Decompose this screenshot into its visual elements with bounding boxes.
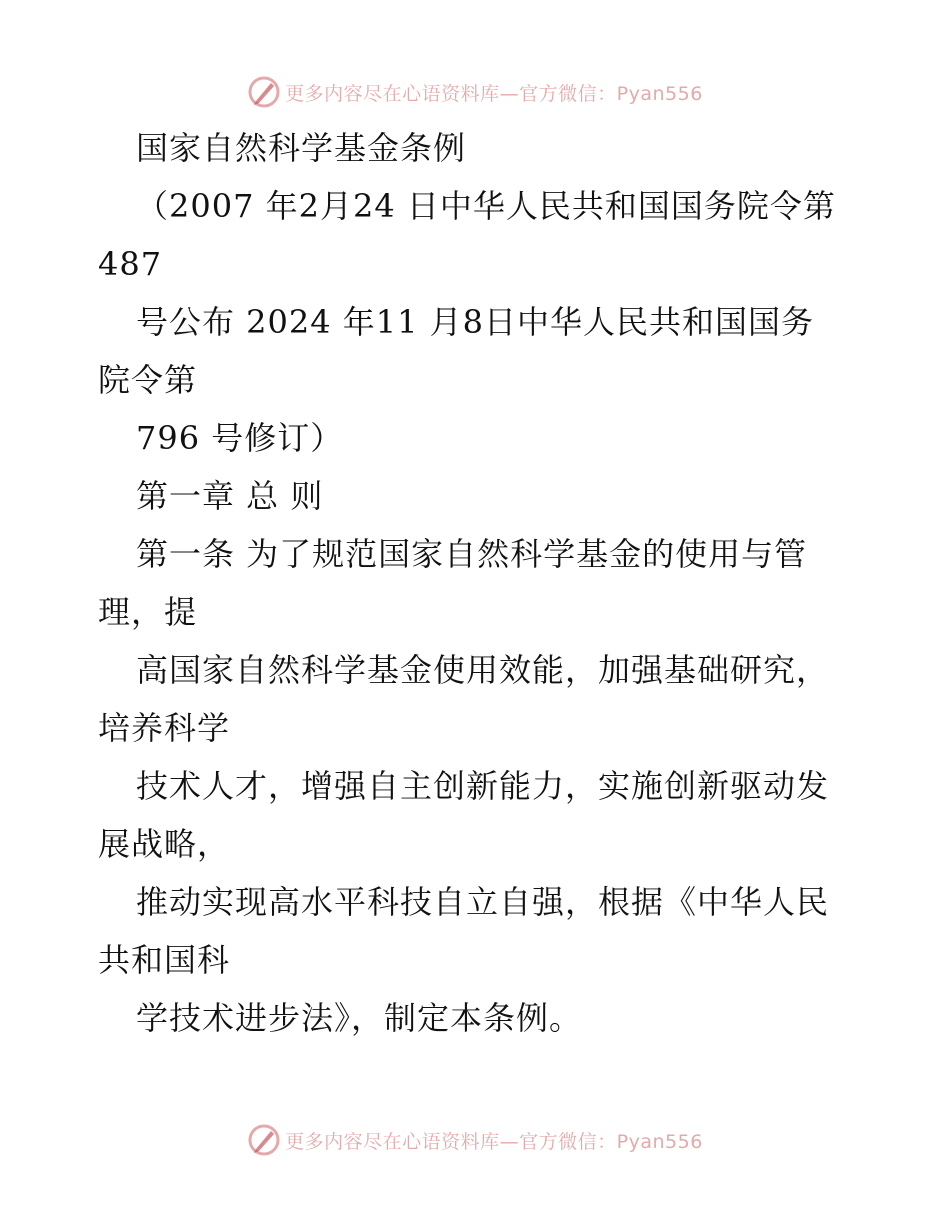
paragraph-line: 号公布 2024 年11 月8日中华人民共和国国务	[136, 303, 815, 341]
paragraph-line: 共和国科	[98, 941, 231, 979]
document-title: 国家自然科学基金条例	[136, 129, 467, 167]
paragraph-line: （2007 年2月24 日中华人民共和国国务院令第	[136, 187, 836, 225]
paragraph-line: 第一条 为了规范国家自然科学基金的使用与管	[136, 535, 808, 573]
chapter-heading: 第一章 总 则	[136, 477, 324, 515]
paragraph-line: 487	[98, 245, 163, 283]
watermark-text: 更多内容尽在心语资料库—官方微信：Pyan556	[285, 1130, 703, 1153]
paragraph-line: 高国家自然科学基金使用效能，加强基础研究，	[136, 651, 830, 689]
paragraph-line: 展战略，	[98, 825, 231, 863]
quill-pen-logo-icon	[247, 1123, 281, 1157]
paragraph-line: 培养科学	[98, 709, 231, 747]
paragraph-line: 推动实现高水平科技自立自强，根据《中华人民	[136, 883, 830, 921]
paragraph-line: 技术人才，增强自主创新能力，实施创新驱动发	[136, 767, 830, 805]
watermark-text: 更多内容尽在心语资料库—官方微信：Pyan556	[285, 82, 703, 105]
paragraph-line: 796 号修订）	[136, 419, 344, 457]
paragraph-line: 理，提	[98, 593, 198, 631]
paragraph-line: 院令第	[98, 361, 198, 399]
header-watermark	[0, 72, 950, 112]
quill-pen-logo-icon	[247, 75, 281, 109]
footer-watermark	[0, 1120, 950, 1160]
paragraph-line: 学技术进步法》，制定本条例。	[136, 999, 583, 1037]
